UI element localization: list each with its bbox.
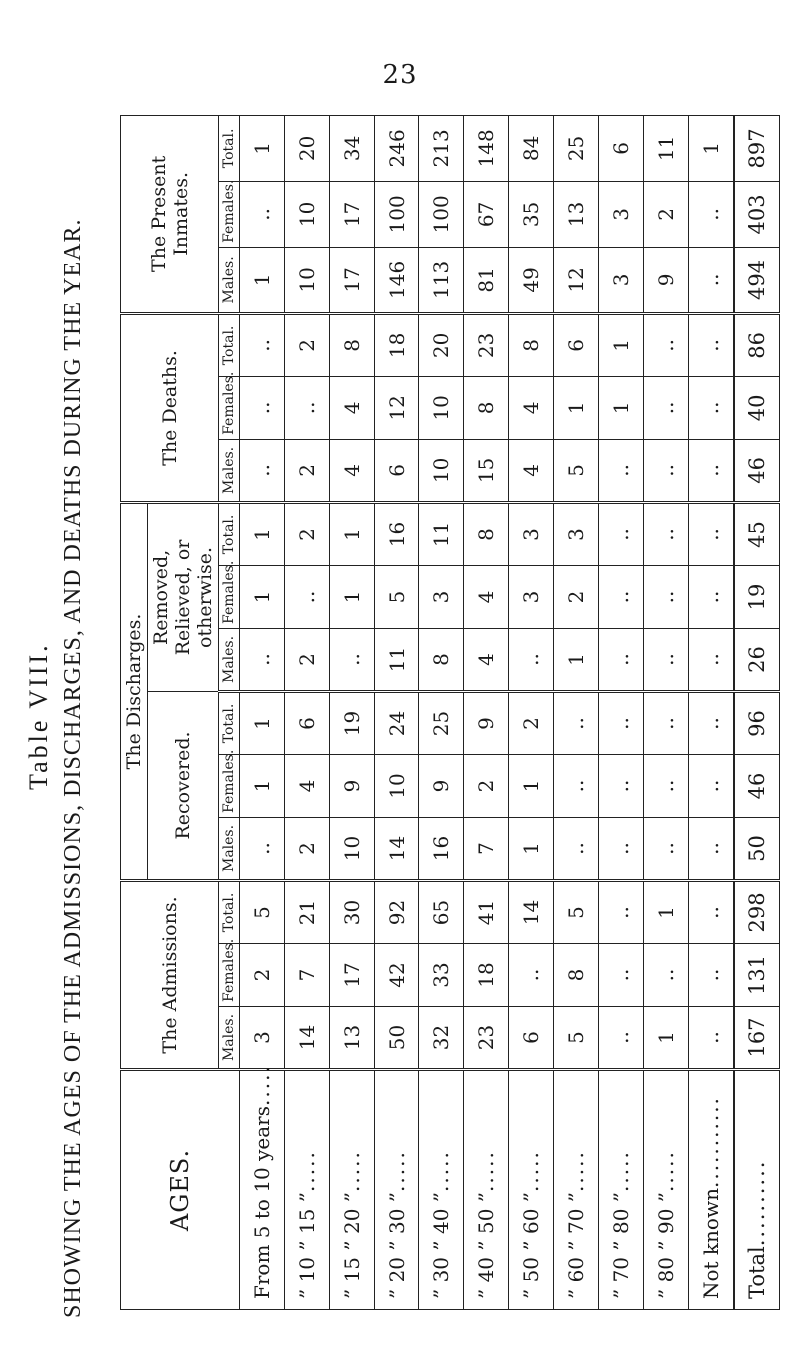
dth-females-cell: 12	[374, 376, 419, 439]
adm-females-cell: ..	[598, 944, 643, 1007]
adm-total-cell: 92	[374, 880, 419, 943]
rem-total-cell: 3	[509, 502, 554, 565]
rem-females-cell: 3	[419, 565, 464, 628]
pre-males-cell: 12	[554, 247, 599, 313]
rem-total-cell: 1	[329, 502, 374, 565]
dth-males-header: Males.	[219, 439, 240, 502]
table-caption: SHOWING THE AGES OF THE ADMISSIONS, DISCHARGES, AND DEATHS DURING THE YEAR.	[60, 218, 86, 1318]
pre-males-header: Males.	[219, 247, 240, 313]
dth-total-cell: 18	[374, 313, 419, 376]
age-range-cell	[240, 1064, 285, 1310]
rec-females-cell: ..	[688, 754, 734, 817]
rec-males-cell: ..	[598, 817, 643, 880]
age-range-cell	[374, 1070, 419, 1310]
pre-total-cell: 25	[554, 115, 599, 181]
pre-males-cell: 10	[284, 247, 329, 313]
rec-females-header: Females.	[219, 754, 240, 817]
age-range-label: Not known	[698, 1188, 723, 1299]
age-range-cell	[329, 1070, 374, 1310]
adm-males-header: Males.	[219, 1007, 240, 1070]
age-range-label: ” 30 ” 40 ”	[429, 1191, 454, 1299]
rec-males-cell: 1	[509, 817, 554, 880]
rem-females-cell: 2	[554, 565, 599, 628]
table-row	[329, 115, 374, 1309]
pre-females-cell: 10	[284, 181, 329, 247]
pre-females-cell: 100	[374, 181, 419, 247]
dth-total-cell: 2	[284, 313, 329, 376]
adm-total-cell: 5	[554, 880, 599, 943]
table-row	[554, 115, 599, 1309]
rem-total-cell: 1	[240, 502, 285, 565]
adm-females-cell: 2	[240, 944, 285, 1007]
adm-total-cell: ..	[598, 880, 643, 943]
leader-dots: ...........	[698, 1096, 723, 1189]
adm-males-cell: 6	[509, 1007, 554, 1070]
dth-total-cell: 1	[598, 313, 643, 376]
dth-males-cell: 4	[509, 439, 554, 502]
rec-males-cell: ..	[688, 817, 734, 880]
table-row	[419, 115, 464, 1309]
rem-males-cell: 26	[734, 628, 780, 691]
pre-total-cell: 11	[643, 115, 688, 181]
rem-females-cell: 19	[734, 565, 780, 628]
adm-females-cell: ..	[643, 944, 688, 1007]
adm-total-cell: 65	[419, 880, 464, 943]
rem-total-cell: 11	[419, 502, 464, 565]
dth-females-cell: ..	[284, 376, 329, 439]
ages-table-body	[240, 115, 780, 1309]
adm-total-cell: 298	[734, 880, 780, 943]
adm-females-cell: 7	[284, 944, 329, 1007]
pre-males-cell: 3	[598, 247, 643, 313]
pre-males-cell: 17	[329, 247, 374, 313]
adm-females-cell: 42	[374, 944, 419, 1007]
adm-total-cell: 21	[284, 880, 329, 943]
adm-males-cell: 50	[374, 1007, 419, 1070]
table-row	[464, 115, 509, 1309]
rem-total-cell: 3	[554, 502, 599, 565]
pre-total-cell: 148	[464, 115, 509, 181]
pre-females-cell: 17	[329, 181, 374, 247]
rem-females-cell: ..	[688, 565, 734, 628]
rem-males-cell: ..	[509, 628, 554, 691]
present-inmates-group-header: The Present Inmates.	[121, 115, 219, 313]
leader-dots: .....	[294, 1150, 319, 1192]
rec-males-cell: ..	[240, 817, 285, 880]
age-range-label: ” 40 ” 50 ”	[474, 1191, 499, 1299]
rem-males-cell: ..	[688, 628, 734, 691]
adm-males-cell: ..	[688, 1007, 734, 1070]
rec-males-cell: 16	[419, 817, 464, 880]
leader-dots: .....	[519, 1150, 544, 1192]
age-range-cell	[509, 1070, 554, 1310]
dth-females-header: Females.	[219, 376, 240, 439]
rec-females-cell: 10	[374, 754, 419, 817]
table-row	[643, 115, 688, 1309]
table-row	[374, 115, 419, 1309]
page-number: 23	[382, 60, 418, 90]
dth-females-cell: 1	[598, 376, 643, 439]
rec-females-cell: 9	[329, 754, 374, 817]
pre-total-cell: 897	[734, 115, 780, 181]
dth-total-cell: ..	[643, 313, 688, 376]
dth-males-cell: 46	[734, 439, 780, 502]
pre-females-cell: ..	[688, 181, 734, 247]
rec-total-cell: 9	[464, 691, 509, 754]
pre-males-cell: 494	[734, 247, 780, 313]
rec-males-cell: 50	[734, 817, 780, 880]
table-row	[598, 115, 643, 1309]
leader-dots: .....	[339, 1150, 364, 1192]
adm-females-cell: 8	[554, 944, 599, 1007]
dth-females-cell: 1	[554, 376, 599, 439]
pre-males-cell: 146	[374, 247, 419, 313]
leader-dots: .....	[429, 1150, 454, 1192]
rem-females-cell: ..	[598, 565, 643, 628]
rem-males-cell: ..	[643, 628, 688, 691]
age-range-cell	[464, 1070, 509, 1310]
rem-females-cell: ..	[284, 565, 329, 628]
rec-total-cell: 1	[240, 691, 285, 754]
adm-total-cell: ..	[688, 880, 734, 943]
pre-females-cell: 3	[598, 181, 643, 247]
dth-total-cell: ..	[688, 313, 734, 376]
rem-males-cell: ..	[598, 628, 643, 691]
age-range-label: From 5 to 10 years	[249, 1105, 274, 1299]
dth-males-cell: 15	[464, 439, 509, 502]
dth-females-cell: 4	[329, 376, 374, 439]
dth-females-cell: ..	[688, 376, 734, 439]
table-row	[240, 115, 285, 1309]
dth-females-cell: 4	[509, 376, 554, 439]
table-label: Table VIII.	[24, 642, 53, 790]
age-range-label: ” 80 ” 90 ”	[653, 1191, 678, 1299]
rec-total-cell: ..	[554, 691, 599, 754]
pre-total-cell: 20	[284, 115, 329, 181]
age-range-label: ” 60 ” 70 ”	[563, 1191, 588, 1299]
dth-males-cell: ..	[688, 439, 734, 502]
rem-females-cell: 5	[374, 565, 419, 628]
age-range-cell	[284, 1070, 329, 1310]
dth-total-cell: 6	[554, 313, 599, 376]
dth-males-cell: ..	[598, 439, 643, 502]
rem-total-cell: 8	[464, 502, 509, 565]
adm-total-cell: 41	[464, 880, 509, 943]
dth-females-cell: 10	[419, 376, 464, 439]
rec-females-cell: ..	[554, 754, 599, 817]
rec-females-cell: ..	[643, 754, 688, 817]
rem-females-cell: ..	[643, 565, 688, 628]
dth-total-cell: 86	[734, 313, 780, 376]
adm-total-cell: 1	[643, 880, 688, 943]
rem-males-cell: 4	[464, 628, 509, 691]
leader-dots: .....	[608, 1150, 633, 1192]
adm-females-cell: 33	[419, 944, 464, 1007]
age-range-cell	[419, 1070, 464, 1310]
adm-males-cell: 1	[643, 1007, 688, 1070]
adm-males-cell: 167	[734, 1007, 780, 1070]
age-range-label: ” 15 ” 20 ”	[339, 1191, 364, 1299]
pre-total-cell: 84	[509, 115, 554, 181]
pre-females-cell: 2	[643, 181, 688, 247]
rem-males-cell: 8	[419, 628, 464, 691]
age-range-label: ” 20 ” 30 ”	[384, 1191, 409, 1299]
dth-total-cell: 8	[509, 313, 554, 376]
adm-males-cell: 3	[240, 1007, 285, 1070]
discharges-group-header: The Discharges.	[121, 502, 148, 880]
adm-total-cell: 5	[240, 880, 285, 943]
rem-males-header: Males.	[219, 628, 240, 691]
rec-total-cell: ..	[688, 691, 734, 754]
age-range-cell	[598, 1070, 643, 1310]
pre-males-cell: 49	[509, 247, 554, 313]
dth-females-cell: 40	[734, 376, 780, 439]
rem-total-cell: ..	[643, 502, 688, 565]
pre-females-cell: 100	[419, 181, 464, 247]
dth-females-cell: ..	[240, 376, 285, 439]
rec-females-cell: 9	[419, 754, 464, 817]
pre-males-cell: 1	[240, 247, 285, 313]
rec-females-cell: 4	[284, 754, 329, 817]
pre-females-cell: 35	[509, 181, 554, 247]
age-range-label: ” 50 ” 60 ”	[519, 1191, 544, 1299]
pre-total-cell: 6	[598, 115, 643, 181]
rec-females-cell: 1	[240, 754, 285, 817]
rem-males-cell: 11	[374, 628, 419, 691]
adm-females-cell: 17	[329, 944, 374, 1007]
leader-dots: .....	[653, 1150, 678, 1192]
adm-total-cell: 14	[509, 880, 554, 943]
adm-males-cell: 14	[284, 1007, 329, 1070]
dth-total-header: Total.	[219, 313, 240, 376]
rem-total-cell: 16	[374, 502, 419, 565]
table-row	[509, 115, 554, 1309]
adm-males-cell: 5	[554, 1007, 599, 1070]
leader-dots: ..........	[744, 1159, 769, 1247]
adm-females-cell: ..	[688, 944, 734, 1007]
dth-males-cell: 6	[374, 439, 419, 502]
rec-total-cell: ..	[598, 691, 643, 754]
rec-males-cell: 14	[374, 817, 419, 880]
adm-total-cell: 30	[329, 880, 374, 943]
dth-females-cell: ..	[643, 376, 688, 439]
age-range-cell	[554, 1070, 599, 1310]
rec-total-cell: 6	[284, 691, 329, 754]
rec-total-cell: ..	[643, 691, 688, 754]
rec-total-cell: 19	[329, 691, 374, 754]
adm-males-cell: ..	[598, 1007, 643, 1070]
dth-total-cell: 23	[464, 313, 509, 376]
deaths-group-header: The Deaths.	[121, 313, 219, 502]
dth-males-cell: 2	[284, 439, 329, 502]
rem-females-cell: 1	[240, 565, 285, 628]
adm-females-cell: ..	[509, 944, 554, 1007]
rem-males-cell: 2	[284, 628, 329, 691]
rec-total-cell: 25	[419, 691, 464, 754]
rec-males-cell: 7	[464, 817, 509, 880]
rem-total-cell: 45	[734, 502, 780, 565]
ages-column-header: AGES.	[121, 1070, 240, 1310]
rem-females-cell: 3	[509, 565, 554, 628]
pre-females-cell: 403	[734, 181, 780, 247]
pre-females-cell: 67	[464, 181, 509, 247]
dth-total-cell: ..	[240, 313, 285, 376]
pre-total-cell: 213	[419, 115, 464, 181]
leader-dots: .....	[563, 1150, 588, 1192]
admissions-group-header: The Admissions.	[121, 880, 219, 1069]
rec-females-cell: 1	[509, 754, 554, 817]
pre-females-cell: ..	[240, 181, 285, 247]
adm-females-cell: 131	[734, 944, 780, 1007]
recovered-subgroup-header: Recovered.	[148, 691, 219, 880]
pre-total-cell: 1	[688, 115, 734, 181]
rec-total-cell: 2	[509, 691, 554, 754]
table-row	[284, 115, 329, 1309]
pre-total-cell: 1	[240, 115, 285, 181]
dth-males-cell: ..	[643, 439, 688, 502]
rec-males-header: Males.	[219, 817, 240, 880]
rem-males-cell: ..	[329, 628, 374, 691]
total-label: Total	[744, 1246, 769, 1299]
pre-females-header: Females.	[219, 181, 240, 247]
dth-males-cell: 10	[419, 439, 464, 502]
removed-subgroup-header: Removed, Relieved, or otherwise.	[148, 502, 219, 691]
rec-total-cell: 96	[734, 691, 780, 754]
rec-females-cell: 2	[464, 754, 509, 817]
rec-total-header: Total.	[219, 691, 240, 754]
rec-males-cell: 10	[329, 817, 374, 880]
pre-males-cell: ..	[688, 247, 734, 313]
pre-males-cell: 113	[419, 247, 464, 313]
age-range-cell	[643, 1070, 688, 1310]
rem-total-header: Total.	[219, 502, 240, 565]
pre-males-cell: 9	[643, 247, 688, 313]
rem-females-header: Females.	[219, 565, 240, 628]
rec-females-cell: 46	[734, 754, 780, 817]
rem-males-cell: ..	[240, 628, 285, 691]
pre-total-cell: 246	[374, 115, 419, 181]
dth-males-cell: 5	[554, 439, 599, 502]
dth-males-cell: 4	[329, 439, 374, 502]
ages-table-frame	[120, 115, 780, 1310]
rem-total-cell: ..	[688, 502, 734, 565]
ages-table	[120, 115, 780, 1310]
age-range-label: ” 10 ” 15 ”	[294, 1191, 319, 1299]
rem-males-cell: 1	[554, 628, 599, 691]
rem-total-cell: ..	[598, 502, 643, 565]
rem-total-cell: 2	[284, 502, 329, 565]
total-label-cell	[734, 1070, 780, 1310]
pre-males-cell: 81	[464, 247, 509, 313]
rem-females-cell: 4	[464, 565, 509, 628]
adm-males-cell: 13	[329, 1007, 374, 1070]
rec-males-cell: ..	[643, 817, 688, 880]
adm-males-cell: 32	[419, 1007, 464, 1070]
rec-males-cell: 2	[284, 817, 329, 880]
dth-females-cell: 8	[464, 376, 509, 439]
total-row	[734, 115, 780, 1309]
dth-total-cell: 8	[329, 313, 374, 376]
rec-males-cell: ..	[554, 817, 599, 880]
adm-males-cell: 23	[464, 1007, 509, 1070]
rec-total-cell: 24	[374, 691, 419, 754]
adm-total-header: Total.	[219, 880, 240, 943]
age-range-label: ” 70 ” 80 ”	[608, 1191, 633, 1299]
pre-total-header: Total.	[219, 115, 240, 181]
leader-dots: .....	[474, 1150, 499, 1192]
dth-total-cell: 20	[419, 313, 464, 376]
rec-females-cell: ..	[598, 754, 643, 817]
adm-females-cell: 18	[464, 944, 509, 1007]
rem-females-cell: 1	[329, 565, 374, 628]
adm-females-header: Females.	[219, 944, 240, 1007]
age-range-cell	[688, 1070, 734, 1310]
leader-dots: .....	[384, 1150, 409, 1192]
pre-females-cell: 13	[554, 181, 599, 247]
leader-dots: .....	[249, 1064, 274, 1106]
dth-males-cell: ..	[240, 439, 285, 502]
pre-total-cell: 34	[329, 115, 374, 181]
table-row	[688, 115, 734, 1309]
